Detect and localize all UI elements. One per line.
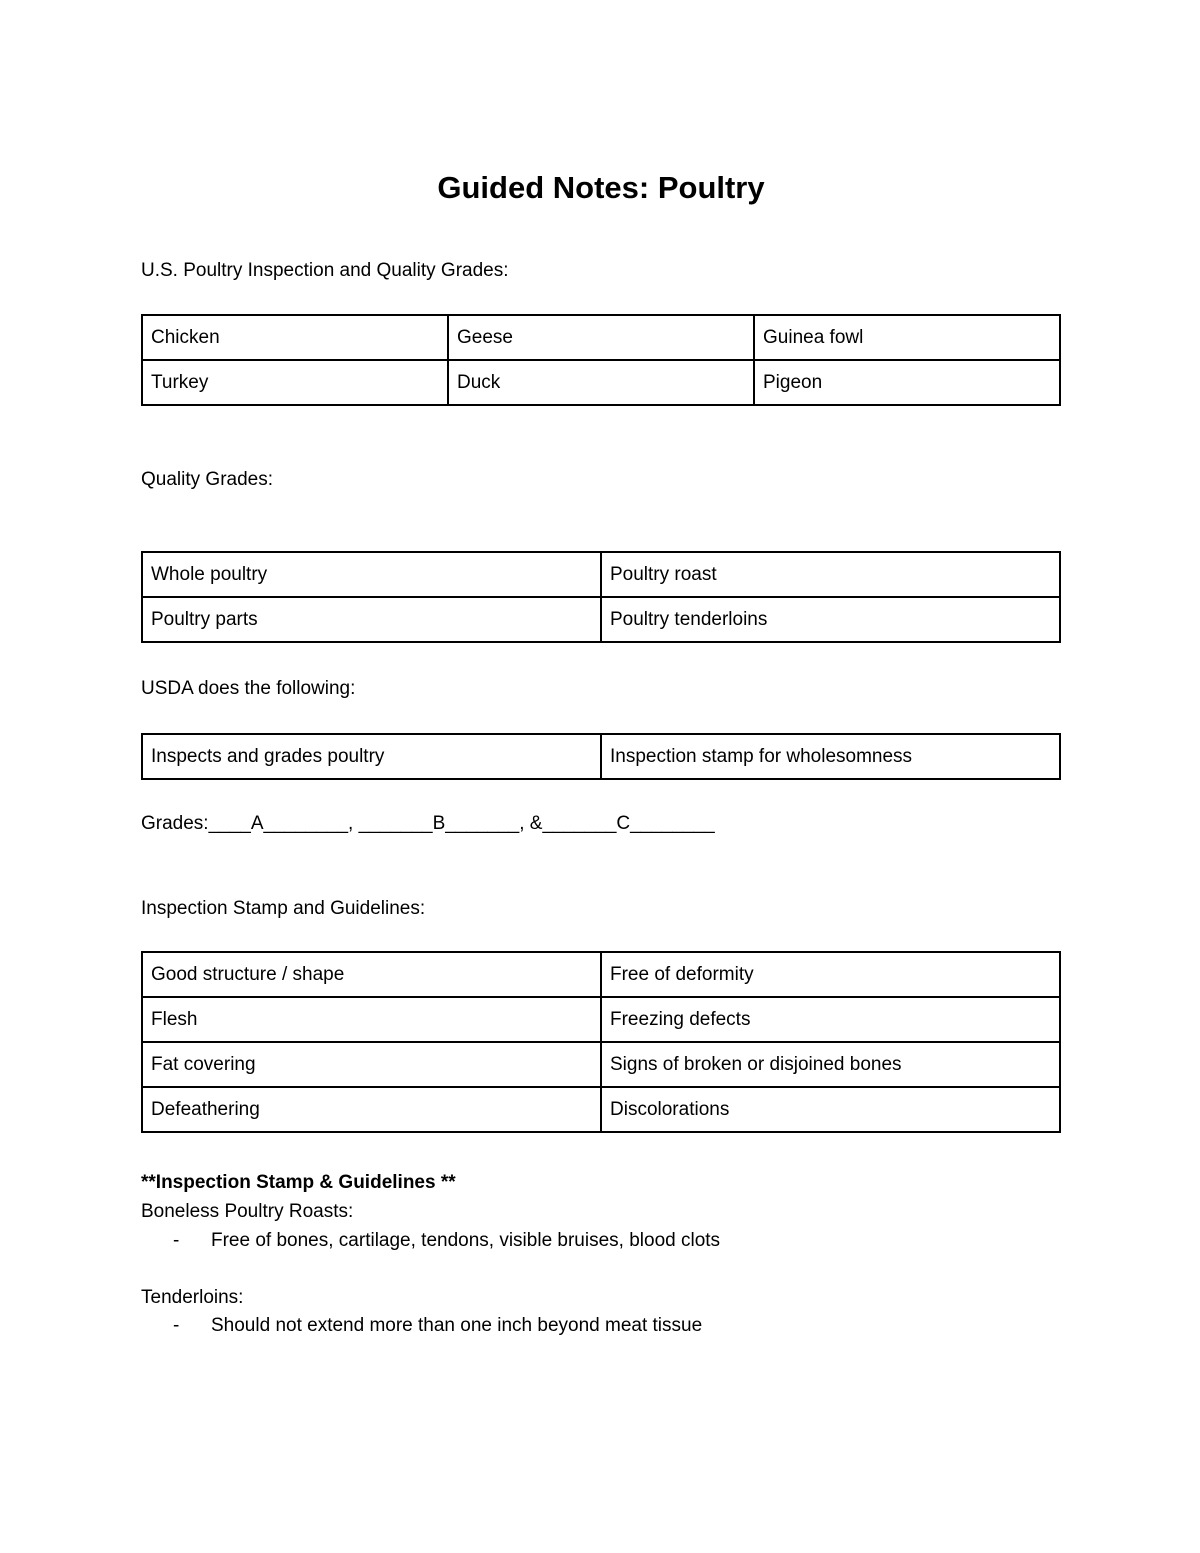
table-cell: Geese bbox=[448, 315, 754, 360]
section-heading-inspection-stamp: Inspection Stamp and Guidelines: bbox=[141, 898, 426, 919]
table-cell: Guinea fowl bbox=[754, 315, 1060, 360]
table-cell: Pigeon bbox=[754, 360, 1060, 405]
bullet-dash: - bbox=[173, 1230, 180, 1251]
list-item bbox=[173, 1229, 720, 1253]
table-row bbox=[142, 552, 1060, 597]
quality-grades-table bbox=[141, 551, 1061, 643]
table-row bbox=[142, 1087, 1060, 1132]
section-heading-poultry-inspection: U.S. Poultry Inspection and Quality Grades: bbox=[141, 260, 509, 281]
section-heading-usda: USDA does the following: bbox=[141, 678, 356, 699]
table-cell: Fat covering bbox=[142, 1042, 601, 1087]
table-row bbox=[142, 734, 1060, 779]
poultry-types-table bbox=[141, 314, 1061, 406]
table-row bbox=[142, 597, 1060, 642]
table-row bbox=[142, 360, 1060, 405]
inspection-guidelines-table bbox=[141, 951, 1061, 1133]
table-cell: Flesh bbox=[142, 997, 601, 1042]
table-cell: Signs of broken or disjoined bones bbox=[601, 1042, 1060, 1087]
table-cell: Inspection stamp for wholesomness bbox=[601, 734, 1060, 779]
page-title: Guided Notes: Poultry bbox=[437, 170, 765, 205]
table-cell: Discolorations bbox=[601, 1087, 1060, 1132]
table-row bbox=[142, 1042, 1060, 1087]
tenderloins-heading: Tenderloins: bbox=[141, 1287, 244, 1308]
table-row bbox=[142, 315, 1060, 360]
table-cell: Turkey bbox=[142, 360, 448, 405]
usda-table bbox=[141, 733, 1061, 780]
section-heading-quality-grades: Quality Grades: bbox=[141, 469, 273, 490]
roasts-heading: Boneless Poultry Roasts: bbox=[141, 1201, 354, 1222]
table-cell: Poultry roast bbox=[601, 552, 1060, 597]
table-cell: Free of deformity bbox=[601, 952, 1060, 997]
bold-note-heading: **Inspection Stamp & Guidelines ** bbox=[141, 1172, 456, 1193]
bullet-dash: - bbox=[173, 1315, 180, 1336]
table-cell: Freezing defects bbox=[601, 997, 1060, 1042]
table-row bbox=[142, 997, 1060, 1042]
table-cell: Chicken bbox=[142, 315, 448, 360]
table-cell: Good structure / shape bbox=[142, 952, 601, 997]
list-item-text: Should not extend more than one inch beyond meat tissue bbox=[211, 1315, 703, 1336]
table-cell: Poultry tenderloins bbox=[601, 597, 1060, 642]
table-row bbox=[142, 952, 1060, 997]
grades-line: Grades:____A________, _______B_______, &_______C________ bbox=[141, 813, 715, 834]
list-item-text: Free of bones, cartilage, tendons, visible bruises, blood clots bbox=[211, 1230, 721, 1251]
table-cell: Whole poultry bbox=[142, 552, 601, 597]
table-cell: Defeathering bbox=[142, 1087, 601, 1132]
list-item bbox=[173, 1314, 702, 1338]
table-cell: Duck bbox=[448, 360, 754, 405]
table-cell: Inspects and grades poultry bbox=[142, 734, 601, 779]
table-cell: Poultry parts bbox=[142, 597, 601, 642]
